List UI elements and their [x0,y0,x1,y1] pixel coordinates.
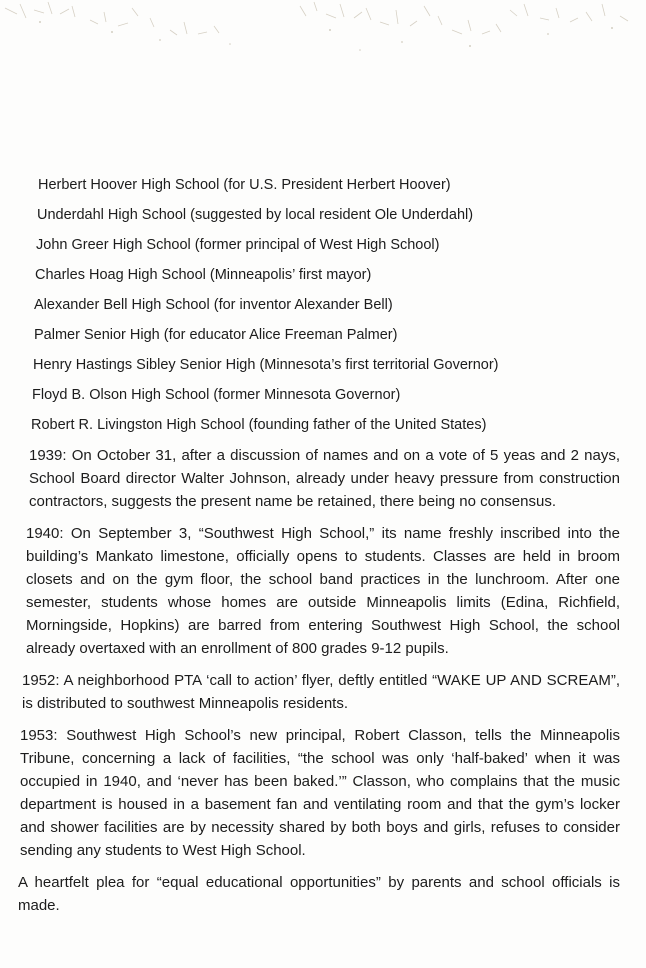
list-item: Palmer Senior High (for educator Alice Freeman Palmer) [34,327,398,343]
document-body [20,170,620,926]
list-item: Underdahl High School (suggested by local resident Ole Underdahl) [37,207,474,223]
entry-1940: 1940: On September 3, “Southwest High School,” its name freshly inscribed into the building’s Mankato limestone, officially opens to students. Classes are held in broom closets and on the gym floor, the school band practices in the lunchroom. After one semester, students whose homes are outside Minneapolis limits (Edina, Richfield, Morningside, Hopkins) are barred from entering Southwest High School, the school already overtaxed with an enrollment of 800 grades 9-12 pupils. [26,525,620,657]
entry-plea: A heartfelt plea for “equal educational opportunities” by parents and school officials is made. [18,874,620,914]
entry-1939: 1939: On October 31, after a discussion of names and on a vote of 5 yeas and 2 nays, School Board director Walter Johnson, already under heavy pressure from construction contractors, suggests the present name be retained, there being no consensus. [29,447,620,510]
list-item: Robert R. Livingston High School (founding father of the United States) [31,417,487,433]
entry-1952: 1952: A neighborhood PTA ‘call to action’ flyer, deftly entitled “WAKE UP AND SCREAM”, is distributed to southwest Minneapolis residents. [22,672,620,712]
list-item: Floyd B. Olson High School (former Minnesota Governor) [32,387,401,403]
decorative-header-texture [0,0,646,70]
proposed-names-list [20,170,620,440]
list-item: Alexander Bell High School (for inventor Alexander Bell) [34,297,393,313]
list-item: John Greer High School (former principal of West High School) [36,237,440,253]
entry-1953: 1953: Southwest High School’s new principal, Robert Classon, tells the Minneapolis Tribune, concerning a lack of facilities, “the school was only ‘half-baked’ when it was occupied in 1940, and ‘never has been baked.’” Classon, who complains that the music department is housed in a basement fan and ventilating room and that the gym’s locker and shower facilities are by necessity shared by both boys and girls, refuses to consider sending any students to West High School. [20,727,620,859]
list-item: Charles Hoag High School (Minneapolis’ first mayor) [35,267,372,283]
list-item: Herbert Hoover High School (for U.S. President Herbert Hoover) [38,177,451,193]
list-item: Henry Hastings Sibley Senior High (Minnesota’s first territorial Governor) [33,357,499,373]
